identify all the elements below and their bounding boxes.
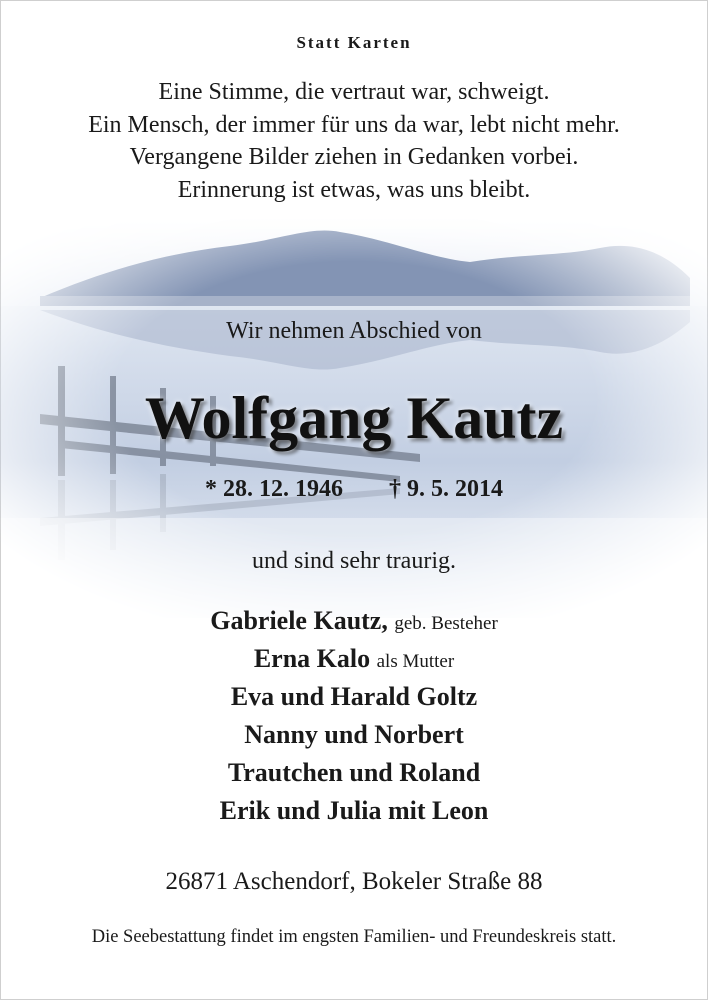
header-statt-karten: Statt Karten xyxy=(296,33,412,52)
mourner-entry xyxy=(0,792,708,830)
mourner-name: Erik und Julia mit Leon xyxy=(219,796,489,825)
intro-text: Wir nehmen Abschied von xyxy=(226,318,482,344)
mourner-name: Eva und Harald Goltz xyxy=(230,682,478,711)
poem xyxy=(0,76,708,206)
death-date: † 9. 5. 2014 xyxy=(389,476,503,502)
mourner-entry xyxy=(0,716,708,754)
poem-line: Erinnerung ist etwas, was uns bleibt. xyxy=(177,176,531,203)
deceased-name: Wolfgang Kautz xyxy=(144,385,564,451)
mourner-name: Gabriele Kautz, xyxy=(210,606,388,635)
footer-note: Die Seebestattung findet im engsten Familien- und Freundeskreis statt. xyxy=(91,927,617,947)
closing-line: und sind sehr traurig. xyxy=(252,548,456,574)
mourner-entry xyxy=(0,602,708,640)
poem-line: Ein Mensch, der immer für uns da war, lebt nicht mehr. xyxy=(88,111,620,138)
poem-line: Vergangene Bilder ziehen in Gedanken vorbei. xyxy=(129,144,579,170)
birth-date: * 28. 12. 1946 xyxy=(205,476,343,502)
mourner-name: Nanny und Norbert xyxy=(244,720,464,749)
mourner-entry xyxy=(0,640,708,678)
poem-line: Eine Stimme, die vertraut war, schweigt. xyxy=(158,79,550,105)
mourner-name: Erna Kalo xyxy=(253,644,371,673)
mourner-note: als Mutter xyxy=(376,651,455,672)
mourner-entry xyxy=(0,754,708,792)
mourner-note: geb. Besteher xyxy=(394,613,498,634)
mourners-list xyxy=(0,602,708,830)
address: 26871 Aschendorf, Bokeler Straße 88 xyxy=(165,868,543,895)
mourner-name: Trautchen und Roland xyxy=(227,758,481,787)
life-dates xyxy=(0,476,708,503)
mourner-entry xyxy=(0,678,708,716)
